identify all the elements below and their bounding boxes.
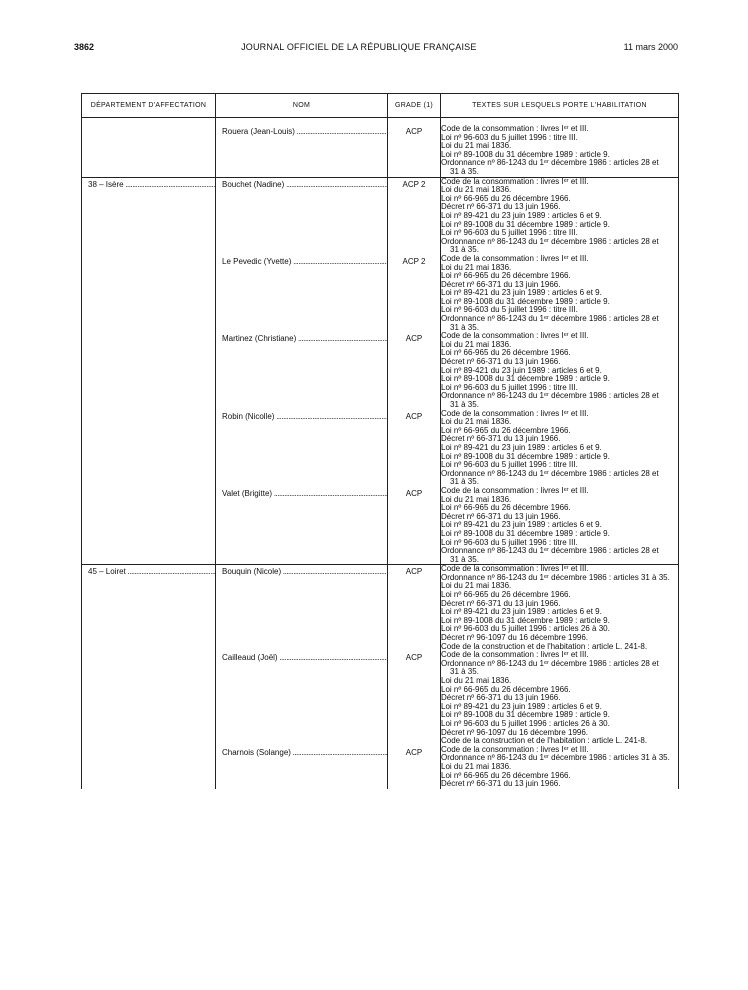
texte-line: Loi du 21 mai 1836. — [441, 494, 512, 504]
texte-line: Loi nº 66-965 du 26 décembre 1966. — [441, 271, 571, 281]
textes-cell — [441, 125, 679, 177]
nom-cell — [216, 410, 388, 487]
texte-line: Loi nº 66-965 du 26 décembre 1966. — [441, 348, 571, 358]
texte-line: Décret nº 66-371 du 13 juin 1966. — [441, 511, 561, 521]
texte-line: Code de la consommation : livres Iᵉʳ et III. — [441, 485, 589, 495]
texte-line: Loi nº 96-603 du 5 juillet 1996 : titre III. — [441, 228, 578, 238]
texte-line: Loi nº 89-421 du 23 juin 1989 : articles 6 et 9. — [441, 288, 602, 298]
texte-line: Loi nº 66-965 du 26 décembre 1966. — [441, 684, 571, 694]
departement-cell — [82, 125, 216, 177]
texte-line: Code de la consommation : livres Iᵉʳ et III. — [441, 564, 589, 574]
texte-line: Loi nº 66-965 du 26 décembre 1966. — [441, 193, 571, 203]
departement-cell — [82, 746, 216, 789]
texte-line: Loi nº 96-603 du 5 juillet 1996 : titre III. — [441, 132, 578, 142]
departement-name: 45 – Loiret ..... — [82, 565, 215, 577]
texte-line: Loi nº 89-421 du 23 juin 1989 : articles 6 et 9. — [441, 607, 602, 617]
texte-line: Loi nº 96-603 du 5 juillet 1996 : titre III. — [441, 305, 578, 315]
agent-name: Martinez (Christiane) ..... — [216, 332, 387, 344]
texte-line: Loi nº 96-603 du 5 juillet 1996 : articles 26 à 30. — [441, 718, 610, 728]
spacer-row — [82, 118, 679, 126]
texte-line: Loi nº 96-603 du 5 juillet 1996 : articles 26 à 30. — [441, 624, 610, 634]
texte-line: Décret nº 66-371 du 13 juin 1966. — [441, 357, 561, 367]
texte-line: Décret nº 96-1097 du 16 décembre 1996. — [441, 727, 589, 737]
texte-line: Code de la consommation : livres Iᵉʳ et III. — [441, 744, 589, 754]
departement-cell — [82, 255, 216, 332]
nom-cell — [216, 332, 388, 409]
grade-value: ACP — [405, 488, 423, 498]
table-row — [82, 125, 679, 177]
nom-cell — [216, 487, 388, 565]
texte-line: Loi nº 89-421 du 23 juin 1989 : articles 6 et 9. — [441, 365, 602, 375]
column-header-nom: NOM — [216, 94, 388, 118]
departement-cell — [82, 177, 216, 255]
texte-line: Loi nº 66-965 du 26 décembre 1966. — [441, 425, 571, 435]
nom-cell — [216, 177, 388, 255]
texte-line: Code de la consommation : livres Iᵉʳ et III. — [441, 408, 589, 418]
texte-line: Loi nº 96-603 du 5 juillet 1996 : titre III. — [441, 537, 578, 547]
grade-value: ACP — [405, 411, 423, 421]
departement-cell — [82, 565, 216, 651]
texte-line: Ordonnance nº 86-1243 du 1ᵉʳ décembre 1986 : articles 28 et — [441, 314, 659, 324]
agent-name: Valet (Brigitte) ..... — [216, 487, 387, 499]
texte-line: Ordonnance nº 86-1243 du 1ᵉʳ décembre 1986 : articles 31 à 35. — [441, 572, 670, 582]
texte-line: Décret nº 66-371 du 13 juin 1966. — [441, 434, 561, 444]
texte-line: Décret nº 66-371 du 13 juin 1966. — [441, 779, 561, 789]
texte-line: Ordonnance nº 86-1243 du 1ᵉʳ décembre 1986 : articles 28 et — [441, 236, 659, 246]
texte-line: Loi nº 89-1008 du 31 décembre 1989 : article 9. — [441, 615, 610, 625]
texte-line: Code de la construction et de l'habitation : article L. 241-8. — [441, 641, 648, 651]
grade-cell — [388, 255, 441, 332]
texte-line: Loi nº 89-1008 du 31 décembre 1989 : article 9. — [441, 296, 610, 306]
grade-cell — [388, 565, 441, 651]
grade-value: ACP 2 — [402, 179, 426, 189]
nom-cell — [216, 651, 388, 746]
texte-line: Ordonnance nº 86-1243 du 1ᵉʳ décembre 1986 : articles 28 et — [441, 158, 659, 168]
texte-line: 31 à 35. — [450, 667, 479, 677]
page-header — [74, 40, 678, 54]
textes-cell — [441, 651, 679, 746]
texte-line: Loi du 21 mai 1836. — [441, 581, 512, 591]
texte-line: Loi du 21 mai 1836. — [441, 761, 512, 771]
texte-line: Loi du 21 mai 1836. — [441, 141, 512, 151]
spacer-cell — [388, 118, 441, 126]
texte-line: Ordonnance nº 86-1243 du 1ᵉʳ décembre 1986 : articles 28 et — [441, 546, 659, 556]
texte-line: 31 à 35. — [450, 554, 479, 564]
texte-line: Loi nº 96-603 du 5 juillet 1996 : titre III. — [441, 460, 578, 470]
texte-line: Loi nº 66-965 du 26 décembre 1966. — [441, 770, 571, 780]
texte-line: Loi nº 96-603 du 5 juillet 1996 : titre III. — [441, 382, 578, 392]
texte-line: Loi du 21 mai 1836. — [441, 339, 512, 349]
table-row — [82, 565, 679, 651]
textes-cell — [441, 487, 679, 565]
texte-line: Loi nº 89-1008 du 31 décembre 1989 : article 9. — [441, 451, 610, 461]
table-header-row — [82, 94, 679, 118]
grade-value: ACP — [405, 567, 423, 577]
column-header-departement: DÉPARTEMENT D'AFFECTATION — [82, 94, 216, 118]
departement-cell — [82, 332, 216, 409]
departement-cell — [82, 487, 216, 565]
nom-cell — [216, 255, 388, 332]
texte-line: Code de la consommation : livres Iᵉʳ et III. — [441, 331, 589, 341]
texte-line: Décret nº 66-371 du 13 juin 1966. — [441, 202, 561, 212]
texte-line: Ordonnance nº 86-1243 du 1ᵉʳ décembre 1986 : articles 28 et — [441, 658, 659, 668]
texte-line: Ordonnance nº 86-1243 du 1ᵉʳ décembre 1986 : articles 28 et — [441, 468, 659, 478]
publication-date: 11 mars 2000 — [623, 42, 678, 52]
spacer-cell — [82, 118, 216, 126]
grade-value: ACP — [405, 127, 423, 136]
departement-name: 38 – Isère ..... — [82, 178, 215, 190]
texte-line: Loi nº 89-421 du 23 juin 1989 : articles 6 et 9. — [441, 701, 602, 711]
texte-line: 31 à 35. — [450, 322, 479, 332]
grade-cell — [388, 487, 441, 565]
texte-line: Loi nº 66-965 du 26 décembre 1966. — [441, 503, 571, 513]
agent-name: Robin (Nicolle) ..... — [216, 410, 387, 422]
texte-line: 31 à 35. — [450, 166, 479, 176]
agent-name: Rouera (Jean-Louis) ..... — [216, 125, 387, 137]
texte-line: Loi nº 89-421 du 23 juin 1989 : articles 6 et 9. — [441, 520, 602, 530]
textes-cell — [441, 177, 679, 255]
nom-cell — [216, 565, 388, 651]
spacer-cell — [216, 118, 388, 126]
table-row — [82, 255, 679, 332]
textes-cell — [441, 746, 679, 789]
table-row — [82, 177, 679, 255]
nom-cell — [216, 125, 388, 177]
agent-name: Bouquin (Nicole) ..... — [216, 565, 387, 577]
texte-line: Décret nº 66-371 du 13 juin 1966. — [441, 693, 561, 703]
habilitation-table — [81, 93, 679, 789]
page-number: 3862 — [74, 42, 95, 52]
grade-value: ACP — [405, 747, 423, 757]
texte-line: Loi du 21 mai 1836. — [441, 262, 512, 272]
texte-line: Décret nº 96-1097 du 16 décembre 1996. — [441, 633, 589, 643]
grade-cell — [388, 410, 441, 487]
table-row — [82, 746, 679, 789]
grade-cell — [388, 177, 441, 255]
texte-line: Loi du 21 mai 1836. — [441, 676, 512, 685]
texte-line: 31 à 35. — [450, 477, 479, 487]
texte-line: Code de la consommation : livres Iᵉʳ et III. — [441, 176, 589, 186]
texte-line: Loi nº 89-1008 du 31 décembre 1989 : article 9. — [441, 528, 610, 538]
textes-cell — [441, 255, 679, 332]
nom-cell — [216, 746, 388, 789]
agent-name: Cailleaud (Joël) ..... — [216, 651, 387, 663]
texte-line: Loi nº 89-1008 du 31 décembre 1989 : article 9. — [441, 149, 610, 159]
texte-line: 31 à 35. — [450, 400, 479, 409]
texte-line: Code de la construction et de l'habitation : article L. 241-8. — [441, 736, 648, 746]
textes-cell — [441, 332, 679, 409]
grade-cell — [388, 332, 441, 409]
texte-line: Loi du 21 mai 1836. — [441, 185, 512, 195]
texte-line: Ordonnance nº 86-1243 du 1ᵉʳ décembre 1986 : articles 31 à 35. — [441, 753, 670, 763]
texte-line: Code de la consommation : livres Iᵉʳ et III. — [441, 253, 589, 263]
table-body — [82, 118, 679, 789]
agent-name: Le Pevedic (Yvette) ..... — [216, 255, 387, 267]
grade-cell — [388, 125, 441, 177]
grade-value: ACP — [405, 653, 423, 663]
texte-line: Loi nº 89-1008 du 31 décembre 1989 : article 9. — [441, 710, 610, 720]
texte-line: Loi nº 89-421 du 23 juin 1989 : articles 6 et 9. — [441, 442, 602, 452]
texte-line: Loi nº 89-1008 du 31 décembre 1989 : article 9. — [441, 374, 610, 384]
table-row — [82, 410, 679, 487]
grade-cell — [388, 651, 441, 746]
texte-line: Ordonnance nº 86-1243 du 1ᵉʳ décembre 1986 : articles 28 et — [441, 391, 659, 401]
agent-name: Charnois (Solange) ..... — [216, 746, 387, 758]
table-row — [82, 487, 679, 565]
texte-line: Décret nº 66-371 du 13 juin 1966. — [441, 598, 561, 608]
texte-line: 31 à 35. — [450, 245, 479, 255]
textes-cell — [441, 410, 679, 487]
texte-line: Code de la consommation : livres Iᵉʳ et III. — [441, 124, 589, 133]
table-row — [82, 332, 679, 409]
grade-cell — [388, 746, 441, 789]
departement-cell — [82, 410, 216, 487]
texte-line: Code de la consommation : livres Iᵉʳ et III. — [441, 650, 589, 660]
departement-cell — [82, 651, 216, 746]
texte-line: Loi nº 89-421 du 23 juin 1989 : articles 6 et 9. — [441, 210, 602, 220]
journal-title: JOURNAL OFFICIEL DE LA RÉPUBLIQUE FRANÇAISE — [241, 42, 477, 52]
texte-line: Loi nº 66-965 du 26 décembre 1966. — [441, 590, 571, 600]
grade-value: ACP — [405, 334, 423, 344]
table-row — [82, 651, 679, 746]
texte-line: Loi nº 89-1008 du 31 décembre 1989 : article 9. — [441, 219, 610, 229]
agent-name: Bouchet (Nadine) ..... — [216, 178, 387, 190]
grade-value: ACP 2 — [402, 256, 426, 266]
texte-line: Décret nº 66-371 du 13 juin 1966. — [441, 279, 561, 289]
textes-cell — [441, 565, 679, 651]
column-header-textes: TEXTES SUR LESQUELS PORTE L'HABILITATION — [441, 94, 679, 118]
texte-line: Loi du 21 mai 1836. — [441, 417, 512, 427]
column-header-grade: GRADE (1) — [388, 94, 441, 118]
